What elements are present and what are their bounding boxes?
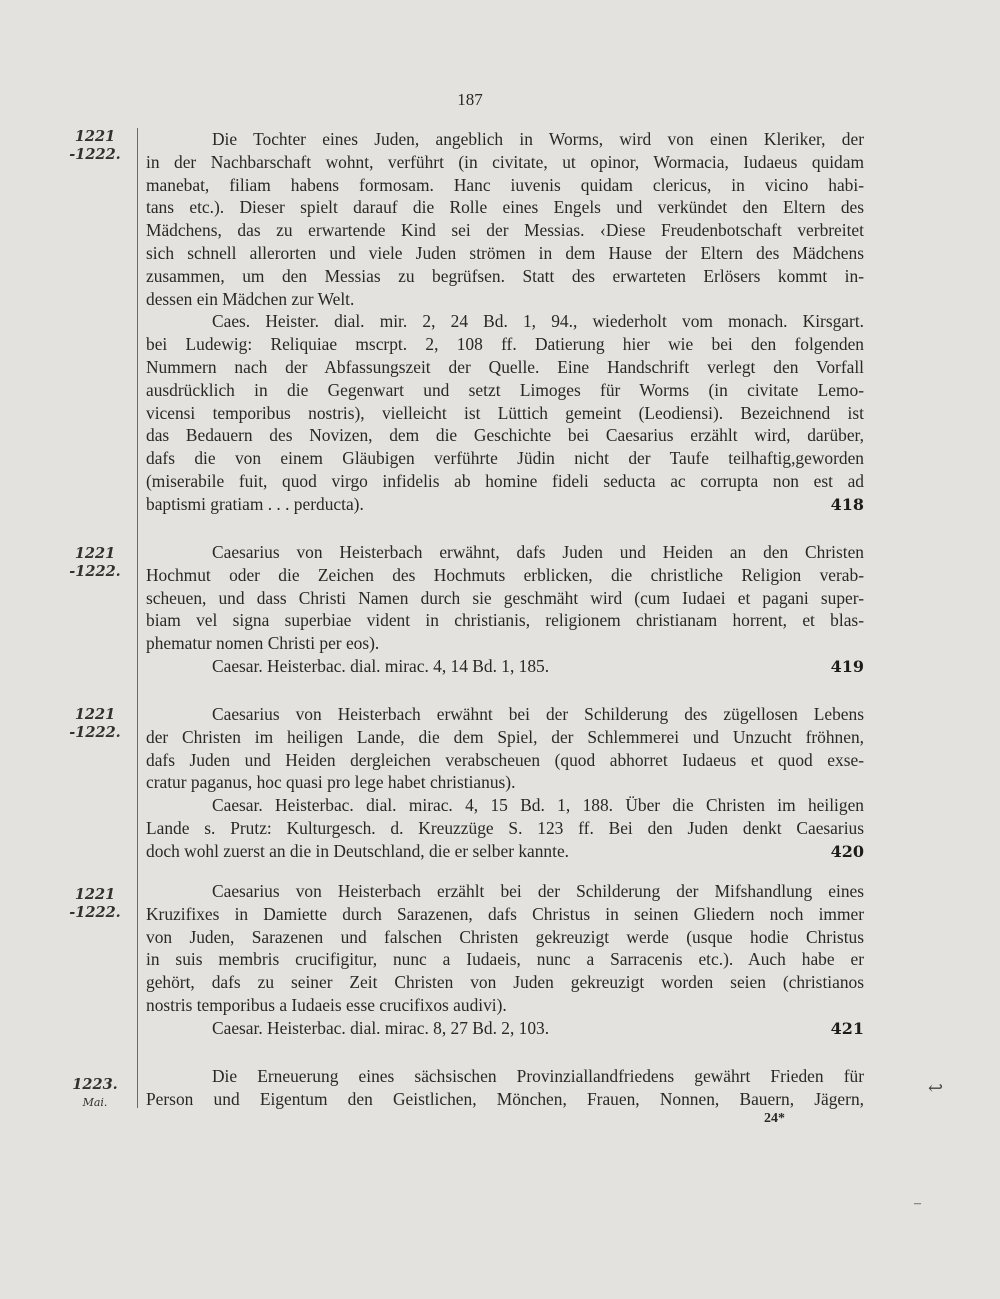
entry-line: phematur nomen Christi per eos). (146, 633, 380, 654)
entry-1223 (146, 1065, 864, 1111)
entry-line: sich schnell allerorten und viele Juden strömen in dem Hause der Eltern des Mädchens (146, 242, 864, 263)
entry-number: 418 (830, 494, 864, 514)
entry-line: scheuen, und dass Christi Namen durch sie geschmäht wird (cum Iudaei et pagani super- (146, 587, 864, 608)
entry-line: biam vel signa superbiae vident in christianis, religionem christianam horrent, et blas- (146, 610, 864, 631)
entry-line: cratur paganus, hoc quasi pro lege habet christianus). (146, 772, 516, 793)
entry-line: der Christen im heiligen Lande, die dem Spiel, der Schlemmerei und Unzucht fröhnen, (146, 726, 864, 747)
date-text: 1221 -1222. (69, 128, 121, 163)
entry-418 (146, 128, 864, 516)
citation-line: bei Ludewig: Reliquiae mscrpt. 2, 108 ff. Datierung hier wie bei den folgenden (146, 334, 864, 355)
page-number: 187 (457, 90, 483, 109)
entry-line: Mädchens, das zu erwartende Kind sei der Messias. ‹Diese Freudenbotschaft verbreitet (146, 220, 864, 241)
entry-419 (146, 541, 864, 678)
entry-line: dessen ein Mädchen zur Welt. (146, 288, 355, 309)
entry-number: 420 (830, 841, 864, 861)
entry-line: Caesarius von Heisterbach erwähnt, dafs Juden und Heiden an den Christen (212, 542, 864, 562)
citation-line: vicensi temporibus nostris), vielleicht ist Lüttich gemeint (Leodiensi). Bezeichnend ist (146, 402, 864, 423)
citation-row (146, 493, 864, 516)
entry-line: nostris temporibus a Iudaeis esse crucifixos audivi). (146, 994, 507, 1015)
citation-line: dafs die von einem Gläubigen verführte Jüdin nicht der Taufe teilhaftig,geworden (146, 448, 864, 469)
citation-row (146, 655, 864, 678)
entry-line: tans etc.). Dieser spielt darauf die Rolle eines Engels und verkündet den Eltern des (146, 197, 864, 218)
entry-date (62, 1076, 128, 1112)
entry-line: Caesarius von Heisterbach erzählt bei der Schilderung der Mifshandlung eines (212, 881, 864, 901)
citation-line: Caes. Heister. dial. mir. 2, 24 Bd. 1, 94., wiederholt vom monach. Kirsgart. (212, 311, 864, 332)
citation-line: ausdrücklich in die Gegenwart und setzt Limoges für Worms (in civitate Lemo- (146, 379, 864, 400)
entry-line: in der Nachbarschaft wohnt, verführt (in civitate, ut opinor, Wormacia, Iudaeus quidam (146, 151, 864, 172)
date-text: 1221 -1222. (69, 706, 121, 741)
citation-row (146, 840, 864, 863)
entry-line: Hochmut oder die Zeichen des Hochmuts erblicken, die christliche Religion verab- (146, 564, 864, 585)
entry-421 (146, 880, 864, 1040)
entry-date (62, 886, 128, 922)
citation-line: Nummern nach der Abfassungszeit der Quelle. Eine Handschrift verlegt den Vorfall (146, 356, 864, 377)
citation-line: doch wohl zuerst an die in Deutschland, die er selber kannte. (146, 840, 570, 861)
entry-line: zusammen, um den Messias zu begrüfsen. Statt des erwarteten Erlösers kommt in- (146, 265, 864, 286)
entry-line: Caesarius von Heisterbach erwähnt bei der Schilderung des zügellosen Lebens (212, 704, 864, 724)
citation-line: Lande s. Prutz: Kulturgesch. d. Kreuzzüge S. 123 ff. Bei den Juden denkt Caesarius (146, 817, 864, 838)
entry-line: gehört, dafs zu seiner Zeit Christen von Juden gekreuzigt worden seien (christianos (146, 972, 864, 993)
entry-line: von Juden, Sarazenen und falschen Christen gekreuzigt werde (usque hodie Christus (146, 926, 864, 947)
entry-line: manebat, filiam habens formosam. Hanc iuvenis quidam clericus, in vicino habi- (146, 174, 864, 195)
entry-line: dafs Juden und Heiden dergleichen verabscheuen (quod abhorret Iudaeus et quod exse- (146, 749, 864, 770)
citation-line: Caesar. Heisterbac. dial. mirac. 4, 15 Bd. 1, 188. Über die Christen im heiligen (212, 795, 864, 816)
margin-pencil-mark: – (914, 1196, 921, 1211)
margin-pencil-mark: ↩ (928, 1078, 944, 1098)
entry-number: 419 (830, 656, 864, 676)
entry-number: 421 (830, 1018, 864, 1038)
signature-mark: 24* (764, 1111, 785, 1126)
entry-line: in suis membris crucifigitur, nunc a Iudaeis, nunc a Sarracenis etc.). Auch habe er (146, 949, 864, 970)
citation-line: Caesar. Heisterbac. dial. mirac. 8, 27 Bd. 2, 103. (212, 1017, 550, 1038)
date-text: 1221 -1222. (69, 545, 121, 580)
entry-line: Kruzifixes in Damiette durch Sarazenen, dafs Christus in seinen Gliedern noch immer (146, 903, 864, 924)
citation-row (146, 1017, 864, 1040)
date-text: 1221 -1222. (69, 886, 121, 921)
margin-rule (137, 128, 138, 1108)
entry-date (62, 128, 128, 164)
entry-date (62, 545, 128, 581)
date-text: 1223. (72, 1076, 118, 1093)
entry-420 (146, 703, 864, 863)
citation-line: (miserabile fuit, quod virgo infidelis ab homine fideli seducta ac corrupta non est ad (146, 470, 864, 491)
date-month: Mai. (82, 1096, 108, 1109)
entry-line: Person und Eigentum den Geistlichen, Mönchen, Frauen, Nonnen, Bauern, Jägern, (146, 1088, 864, 1109)
entry-date (62, 706, 128, 742)
entry-line: Die Tochter eines Juden, angeblich in Worms, wird von einen Kleriker, der (212, 129, 864, 149)
entry-line: Die Erneuerung eines sächsischen Provinziallandfriedens gewährt Frieden für (212, 1066, 864, 1086)
citation-line: das Bedauern des Novizen, dem die Geschichte bei Caesarius erzählt wird, darüber, (146, 425, 864, 446)
citation-line: baptismi gratiam . . . perducta). (146, 493, 364, 514)
citation-line: Caesar. Heisterbac. dial. mirac. 4, 14 Bd. 1, 185. (212, 655, 550, 676)
